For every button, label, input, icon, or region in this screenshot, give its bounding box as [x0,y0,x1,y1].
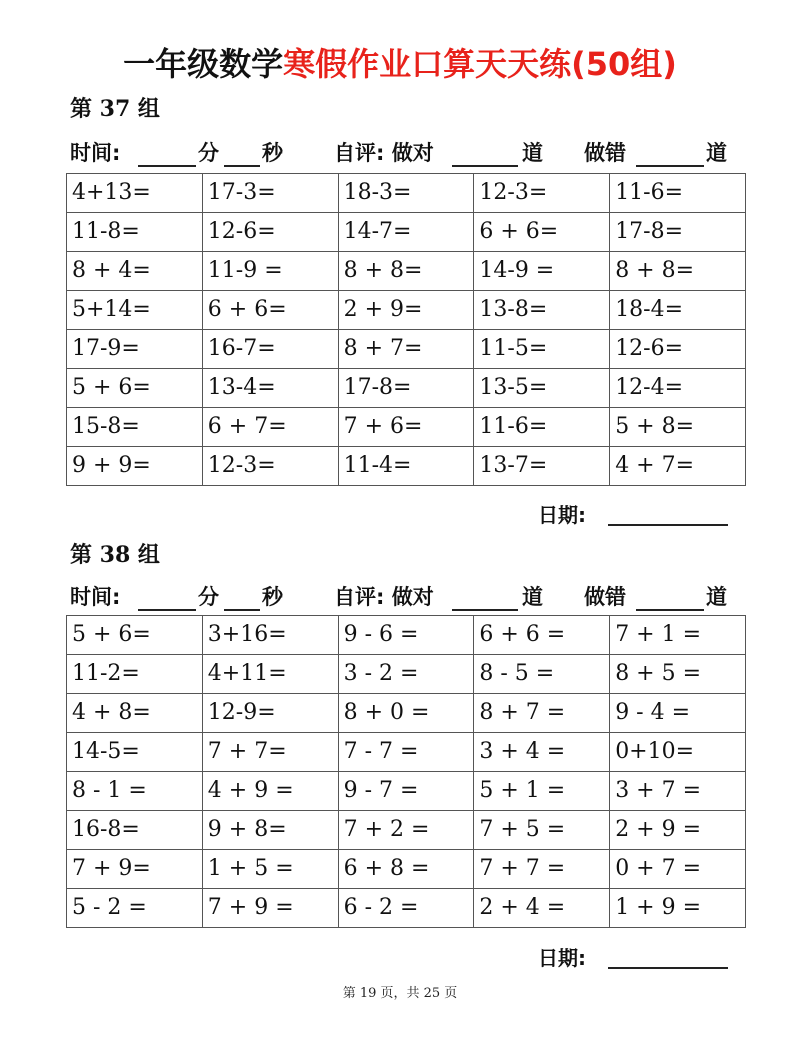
problem-cell: 12-3= [474,174,610,213]
problem-cell: 4+11= [202,655,338,694]
problem-cell: 15-8= [67,408,203,447]
table-row [67,733,746,772]
problem-cell: 14-9 = [474,252,610,291]
group-37-table [66,173,746,486]
problem-cell: 6 + 6= [202,291,338,330]
problem-cell: 12-3= [202,447,338,486]
problem-cell: 11-6= [474,408,610,447]
group-37-timing-row [70,137,740,169]
problem-cell: 14-5= [67,733,203,772]
problem-cell: 16-7= [202,330,338,369]
table-row [67,694,746,733]
minutes-label: 分 [198,141,219,165]
problem-cell: 7 + 1 = [610,616,746,655]
group-38-timing-row [70,581,740,613]
self-eval-label: 自评: 做对 [334,141,434,165]
problem-cell: 5+14= [67,291,203,330]
problem-cell: 12-9= [202,694,338,733]
problem-cell: 12-4= [610,369,746,408]
problem-cell: 7 + 2 = [338,811,474,850]
time-label: 时间: [70,141,121,165]
title-part-black: 一年级数学 [123,45,284,83]
problem-cell: 8 - 5 = [474,655,610,694]
table-row [67,772,746,811]
problem-cell: 7 + 5 = [474,811,610,850]
problem-cell: 9 - 6 = [338,616,474,655]
problem-cell: 12-6= [202,213,338,252]
problem-cell: 6 + 8 = [338,850,474,889]
problem-cell: 3 + 4 = [474,733,610,772]
problem-cell: 3+16= [202,616,338,655]
seconds-blank[interactable] [224,165,260,167]
problem-cell: 6 + 7= [202,408,338,447]
table-row [67,174,746,213]
problem-cell: 16-8= [67,811,203,850]
problem-cell: 2 + 9= [338,291,474,330]
problem-cell: 9 - 4 = [610,694,746,733]
table-row [67,811,746,850]
correct-unit-label: 道 [522,141,543,165]
wrong-count-blank[interactable] [636,609,704,611]
problem-cell: 3 - 2 = [338,655,474,694]
minutes-blank[interactable] [138,609,196,611]
table-row [67,655,746,694]
problem-cell: 8 - 1 = [67,772,203,811]
problem-cell: 11-2= [67,655,203,694]
table-row [67,616,746,655]
group-38-table [66,615,746,928]
problem-cell: 0 + 7 = [610,850,746,889]
problem-cell: 5 + 6= [67,369,203,408]
problem-cell: 6 + 6 = [474,616,610,655]
problem-cell: 5 + 8= [610,408,746,447]
problem-cell: 8 + 8= [338,252,474,291]
problem-cell: 8 + 7 = [474,694,610,733]
problem-cell: 18-3= [338,174,474,213]
page-title [0,40,800,88]
group-37-date-blank[interactable] [608,524,728,526]
problem-cell: 7 + 7= [202,733,338,772]
title-part-red: 寒假作业口算天天练(50组) [283,45,677,83]
problem-cell: 4 + 7= [610,447,746,486]
problem-cell: 12-6= [610,330,746,369]
problem-cell: 9 + 9= [67,447,203,486]
table-row [67,408,746,447]
group-38-date-label: 日期: [538,946,586,970]
wrong-unit-label: 道 [706,585,727,609]
time-label: 时间: [70,585,121,609]
seconds-label: 秒 [262,585,283,609]
problem-cell: 7 + 7 = [474,850,610,889]
problem-cell: 8 + 5 = [610,655,746,694]
minutes-label: 分 [198,585,219,609]
problem-cell: 8 + 8= [610,252,746,291]
table-row [67,252,746,291]
problem-cell: 6 + 6= [474,213,610,252]
problem-cell: 4+13= [67,174,203,213]
problem-cell: 2 + 9 = [610,811,746,850]
page-footer: 第 19 页，共 25 页 [342,986,458,1001]
problem-cell: 0+10= [610,733,746,772]
problem-cell: 4 + 8= [67,694,203,733]
correct-unit-label: 道 [522,585,543,609]
problem-cell: 18-4= [610,291,746,330]
problem-cell: 11-9 = [202,252,338,291]
self-eval-label: 自评: 做对 [334,585,434,609]
seconds-blank[interactable] [224,609,260,611]
table-row [67,213,746,252]
group-37-date-label: 日期: [538,503,586,527]
problem-cell: 5 + 6= [67,616,203,655]
problem-cell: 17-9= [67,330,203,369]
group-38-title: 第 38 组 [70,542,160,568]
problem-cell: 17-8= [610,213,746,252]
problem-cell: 11-5= [474,330,610,369]
wrong-label: 做错 [584,585,626,609]
table-row [67,291,746,330]
problem-cell: 11-4= [338,447,474,486]
table-row [67,369,746,408]
problem-cell: 13-5= [474,369,610,408]
table-row [67,330,746,369]
problem-cell: 8 + 4= [67,252,203,291]
table-row [67,447,746,486]
wrong-count-blank[interactable] [636,165,704,167]
problem-cell: 3 + 7 = [610,772,746,811]
problem-cell: 13-7= [474,447,610,486]
problem-cell: 5 - 2 = [67,889,203,928]
problem-cell: 7 - 7 = [338,733,474,772]
problem-cell: 11-8= [67,213,203,252]
problem-cell: 17-3= [202,174,338,213]
problem-cell: 7 + 9= [67,850,203,889]
problem-cell: 1 + 9 = [610,889,746,928]
table-row [67,889,746,928]
problem-cell: 5 + 1 = [474,772,610,811]
minutes-blank[interactable] [138,165,196,167]
problem-cell: 9 + 8= [202,811,338,850]
problem-cell: 11-6= [610,174,746,213]
problem-cell: 1 + 5 = [202,850,338,889]
problem-cell: 6 - 2 = [338,889,474,928]
problem-cell: 17-8= [338,369,474,408]
problem-cell: 14-7= [338,213,474,252]
correct-count-blank[interactable] [452,165,518,167]
problem-cell: 8 + 7= [338,330,474,369]
seconds-label: 秒 [262,141,283,165]
wrong-label: 做错 [584,141,626,165]
problem-cell: 8 + 0 = [338,694,474,733]
problem-cell: 7 + 6= [338,408,474,447]
wrong-unit-label: 道 [706,141,727,165]
problem-cell: 7 + 9 = [202,889,338,928]
problem-cell: 9 - 7 = [338,772,474,811]
group-38-date-blank[interactable] [608,967,728,969]
group-37-title: 第 37 组 [70,96,160,122]
problem-cell: 13-4= [202,369,338,408]
problem-cell: 2 + 4 = [474,889,610,928]
table-row [67,850,746,889]
problem-cell: 13-8= [474,291,610,330]
problem-cell: 4 + 9 = [202,772,338,811]
correct-count-blank[interactable] [452,609,518,611]
